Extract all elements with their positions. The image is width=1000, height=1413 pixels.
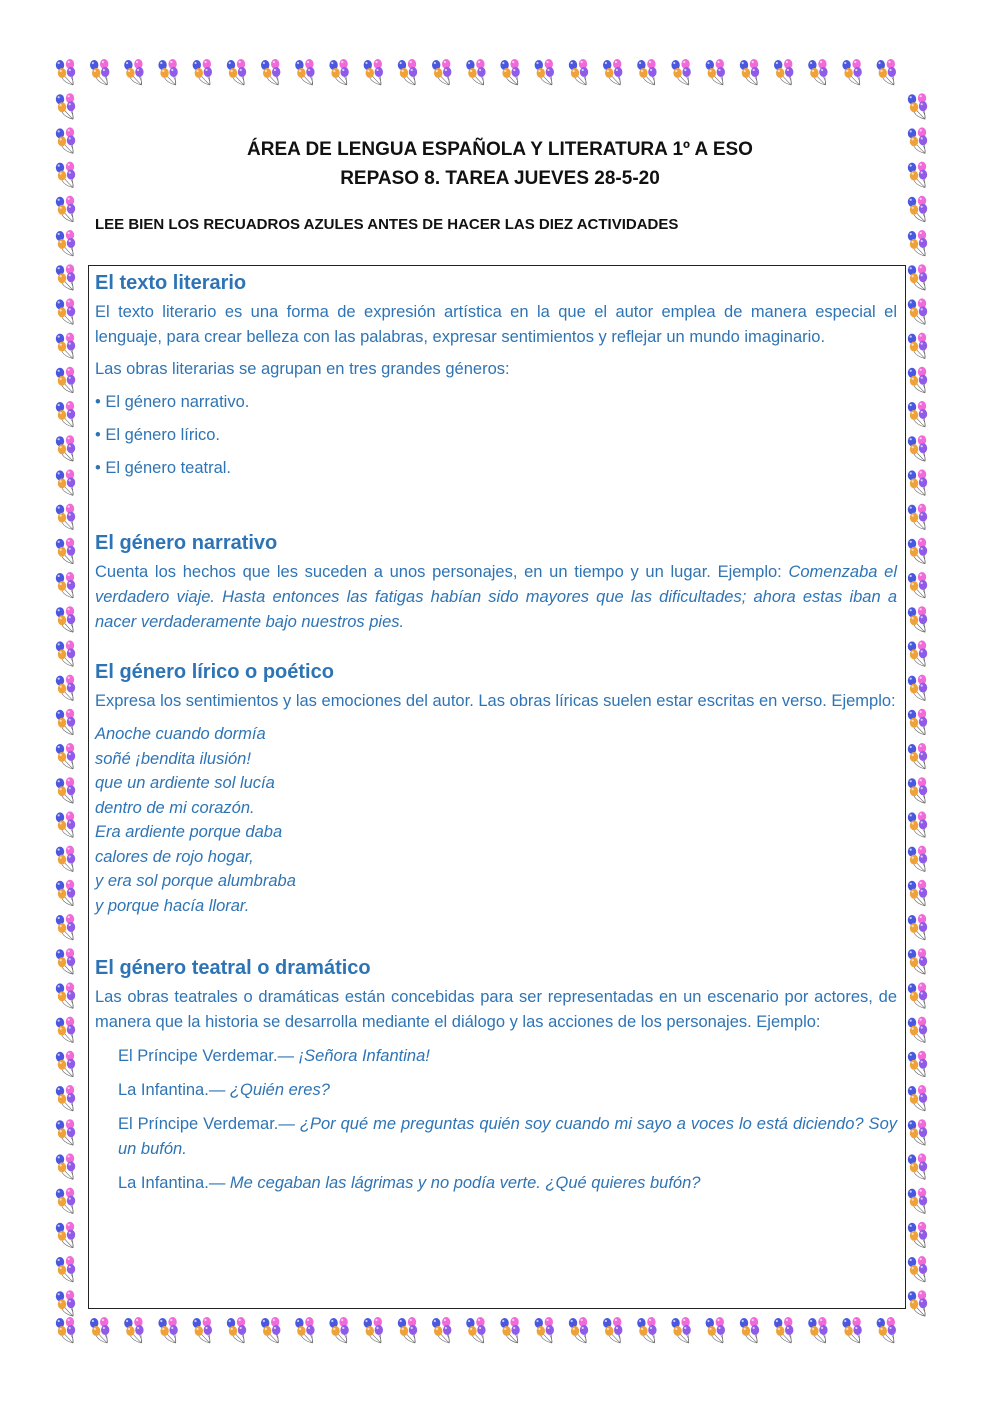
balloon-bunch-icon <box>671 59 690 85</box>
balloon-bunch-icon <box>56 230 75 256</box>
balloon-bunch-icon <box>535 59 554 85</box>
balloon-bunch-icon <box>908 127 927 153</box>
balloon-bunch-icon <box>908 469 927 495</box>
balloon-bunch-icon <box>842 59 861 85</box>
balloon-bunch-icon <box>908 1188 927 1214</box>
balloon-bunch-icon <box>908 298 927 324</box>
balloon-bunch-icon <box>329 59 348 85</box>
dialogue-line <box>118 1044 897 1069</box>
balloon-bunch-icon <box>56 709 75 735</box>
balloon-bunch-icon <box>227 59 246 85</box>
literario-groups: Las obras literarias se agrupan en tres grandes géneros: <box>95 360 510 378</box>
balloon-bunch-icon <box>908 196 927 222</box>
balloon-bunch-icon <box>908 162 927 188</box>
balloon-bunch-icon <box>158 59 177 85</box>
balloon-bunch-icon <box>908 948 927 974</box>
dialogue-line <box>118 1078 897 1103</box>
balloon-bunch-icon <box>295 59 314 85</box>
balloon-bunch-icon <box>56 504 75 530</box>
balloon-bunch-icon <box>56 1317 75 1343</box>
dialogue-speaker: El Príncipe Verdemar.— <box>118 1115 300 1133</box>
balloon-bunch-icon <box>56 1256 75 1282</box>
balloon-bunch-icon <box>908 1153 927 1179</box>
balloon-bunch-icon <box>90 59 109 85</box>
balloon-bunch-icon <box>908 538 927 564</box>
balloon-bunch-icon <box>56 777 75 803</box>
balloon-bunch-icon <box>877 1317 896 1343</box>
document-header <box>95 135 905 193</box>
balloon-bunch-icon <box>56 401 75 427</box>
balloon-bunch-icon <box>842 1317 861 1343</box>
bullet-lirico: • El género lírico. <box>95 426 220 444</box>
balloon-bunch-icon <box>56 538 75 564</box>
balloon-bunch-icon <box>877 59 896 85</box>
verse-line: que un ardiente sol lucía <box>95 774 275 792</box>
info-box-content <box>95 268 897 1196</box>
balloon-bunch-icon <box>158 1317 177 1343</box>
balloon-bunch-icon <box>56 1119 75 1145</box>
balloon-bunch-icon <box>261 1317 280 1343</box>
balloon-bunch-icon <box>329 1317 348 1343</box>
balloon-bunch-icon <box>56 469 75 495</box>
balloon-bunch-icon <box>908 1222 927 1248</box>
balloon-bunch-icon <box>56 1290 75 1316</box>
balloon-bunch-icon <box>56 1222 75 1248</box>
balloon-bunch-icon <box>432 1317 451 1343</box>
balloon-bunch-icon <box>56 811 75 837</box>
balloon-bunch-icon <box>774 59 793 85</box>
balloon-bunch-icon <box>56 333 75 359</box>
balloon-bunch-icon <box>908 640 927 666</box>
balloon-bunch-icon <box>671 1317 690 1343</box>
balloon-bunch-icon <box>56 162 75 188</box>
balloon-bunch-icon <box>124 59 143 85</box>
balloon-bunch-icon <box>908 709 927 735</box>
balloon-bunch-icon <box>637 1317 656 1343</box>
dialogue-text: Me cegaban las lágrimas y no podía verte. ¿Qué quieres bufón? <box>229 1174 701 1192</box>
header-title: ÁREA DE LENGUA ESPAÑOLA Y LITERATURA 1º A ESO <box>247 139 753 160</box>
balloon-bunch-icon <box>432 59 451 85</box>
verse-line: Era ardiente porque daba <box>95 823 283 841</box>
balloon-bunch-icon <box>740 59 759 85</box>
verse-line: y porque hacía llorar. <box>95 896 250 915</box>
balloon-bunch-icon <box>908 1085 927 1111</box>
poem <box>95 722 897 918</box>
balloon-bunch-icon <box>908 777 927 803</box>
section-title-lirico: El género lírico o poético <box>95 661 334 683</box>
balloon-bunch-icon <box>124 1317 143 1343</box>
balloon-bunch-icon <box>637 59 656 85</box>
balloon-bunch-icon <box>56 1017 75 1043</box>
balloon-bunch-icon <box>908 982 927 1008</box>
balloon-bunch-icon <box>90 1317 109 1343</box>
balloon-bunch-icon <box>774 1317 793 1343</box>
dialogue-speaker: La Infantina.— <box>118 1081 230 1099</box>
dialogue-line <box>118 1112 897 1162</box>
balloon-bunch-icon <box>908 846 927 872</box>
balloon-bunch-icon <box>908 572 927 598</box>
balloon-bunch-icon <box>56 1188 75 1214</box>
balloon-bunch-icon <box>56 846 75 872</box>
balloon-bunch-icon <box>535 1317 554 1343</box>
balloon-bunch-icon <box>908 1256 927 1282</box>
verse-line: y era sol porque alumbraba <box>95 872 296 890</box>
dialogue-text: ¿Por qué me preguntas quién soy cuando mi sayo a voces lo está diciendo? Soy un bufón. <box>118 1115 897 1158</box>
balloon-bunch-icon <box>500 59 519 85</box>
balloon-bunch-icon <box>908 264 927 290</box>
balloon-bunch-icon <box>193 1317 212 1343</box>
balloon-bunch-icon <box>603 59 622 85</box>
balloon-bunch-icon <box>56 367 75 393</box>
instruction-text: LEE BIEN LOS RECUADROS AZULES ANTES DE HACER LAS DIEZ ACTIVIDADES <box>95 216 679 233</box>
balloon-bunch-icon <box>56 880 75 906</box>
balloon-bunch-icon <box>398 1317 417 1343</box>
balloon-bunch-icon <box>706 59 725 85</box>
teatral-text: Las obras teatrales o dramáticas están concebidas para ser representadas en un escenario por actores, de manera que la historia se desarrolla mediante el diálogo y las acciones de los personajes. Ejemplo: <box>95 988 897 1031</box>
dialogue-text: ¡Señora Infantina! <box>298 1047 430 1065</box>
bullet-narrativo: • El género narrativo. <box>95 393 250 411</box>
balloon-bunch-icon <box>56 1153 75 1179</box>
balloon-bunch-icon <box>364 59 383 85</box>
dialogue-line <box>118 1171 897 1196</box>
balloon-bunch-icon <box>56 743 75 769</box>
balloon-bunch-icon <box>56 435 75 461</box>
balloon-bunch-icon <box>908 880 927 906</box>
balloon-bunch-icon <box>56 93 75 119</box>
balloon-bunch-icon <box>908 1017 927 1043</box>
balloon-bunch-icon <box>740 1317 759 1343</box>
balloon-bunch-icon <box>56 264 75 290</box>
verse-line: soñé ¡bendita ilusión! <box>95 749 251 768</box>
balloon-bunch-icon <box>56 196 75 222</box>
balloon-bunch-icon <box>261 59 280 85</box>
balloon-bunch-icon <box>56 675 75 701</box>
header-subtitle: REPASO 8. TAREA JUEVES 28-5-20 <box>340 168 660 189</box>
bullet-teatral: • El género teatral. <box>95 459 232 477</box>
dialogue-speaker: La Infantina.— <box>118 1174 230 1192</box>
balloon-bunch-icon <box>808 59 827 85</box>
balloon-bunch-icon <box>908 504 927 530</box>
narrativo-text <box>95 560 897 635</box>
balloon-bunch-icon <box>500 1317 519 1343</box>
balloon-bunch-icon <box>295 1317 314 1343</box>
section-title-literario: El texto literario <box>95 272 247 294</box>
narrativo-description: Cuenta los hechos que les suceden a unos personajes, en un tiempo y un lugar. Ejemplo: <box>95 563 789 581</box>
balloon-bunch-icon <box>56 572 75 598</box>
balloon-bunch-icon <box>908 1290 927 1316</box>
balloon-bunch-icon <box>56 982 75 1008</box>
narrativo-example: Comenzaba el verdadero viaje. Hasta entonces las fatigas habían sido mayores que las dificultades; ahora estas iban a nacer verdaderamente bajo nuestros pies. <box>95 563 897 631</box>
balloon-bunch-icon <box>56 59 75 85</box>
balloon-bunch-icon <box>908 606 927 632</box>
literario-intro: El texto literario es una forma de expresión artística en la que el autor emplea de manera especial el lenguaje, para crear belleza con las palabras, expresar sentimientos y reflejar un mundo imaginario. <box>95 303 897 346</box>
balloon-bunch-icon <box>56 1051 75 1077</box>
balloon-bunch-icon <box>808 1317 827 1343</box>
balloon-bunch-icon <box>908 914 927 940</box>
balloon-bunch-icon <box>466 59 485 85</box>
balloon-bunch-icon <box>56 640 75 666</box>
dialogue-text: ¿Quién eres? <box>229 1081 330 1099</box>
balloon-bunch-icon <box>56 914 75 940</box>
section-title-narrativo: El género narrativo <box>95 532 278 554</box>
balloon-bunch-icon <box>908 743 927 769</box>
balloon-bunch-icon <box>398 59 417 85</box>
balloon-bunch-icon <box>56 606 75 632</box>
balloon-bunch-icon <box>908 401 927 427</box>
balloon-bunch-icon <box>466 1317 485 1343</box>
dialogue-speaker: El Príncipe Verdemar.— <box>118 1047 299 1065</box>
balloon-bunch-icon <box>908 333 927 359</box>
balloon-bunch-icon <box>56 948 75 974</box>
balloon-bunch-icon <box>603 1317 622 1343</box>
lirico-text: Expresa los sentimientos y las emociones del autor. Las obras líricas suelen estar escritas en verso. Ejemplo: <box>95 692 896 710</box>
balloon-bunch-icon <box>569 59 588 85</box>
balloon-bunch-icon <box>706 1317 725 1343</box>
balloon-bunch-icon <box>193 59 212 85</box>
balloon-bunch-icon <box>908 811 927 837</box>
balloon-bunch-icon <box>908 1119 927 1145</box>
balloon-bunch-icon <box>56 127 75 153</box>
balloon-bunch-icon <box>908 367 927 393</box>
balloon-bunch-icon <box>56 298 75 324</box>
balloon-bunch-icon <box>56 1085 75 1111</box>
balloon-bunch-icon <box>569 1317 588 1343</box>
verse-line: dentro de mi corazón. <box>95 798 255 817</box>
balloon-bunch-icon <box>227 1317 246 1343</box>
balloon-bunch-icon <box>364 1317 383 1343</box>
balloon-bunch-icon <box>908 1051 927 1077</box>
verse-line: calores de rojo hogar, <box>95 847 254 866</box>
balloon-bunch-icon <box>908 230 927 256</box>
balloon-bunch-icon <box>908 93 927 119</box>
balloon-bunch-icon <box>908 435 927 461</box>
verse-line: Anoche cuando dormía <box>95 725 266 743</box>
balloon-bunch-icon <box>908 675 927 701</box>
section-title-teatral: El género teatral o dramático <box>95 957 371 979</box>
